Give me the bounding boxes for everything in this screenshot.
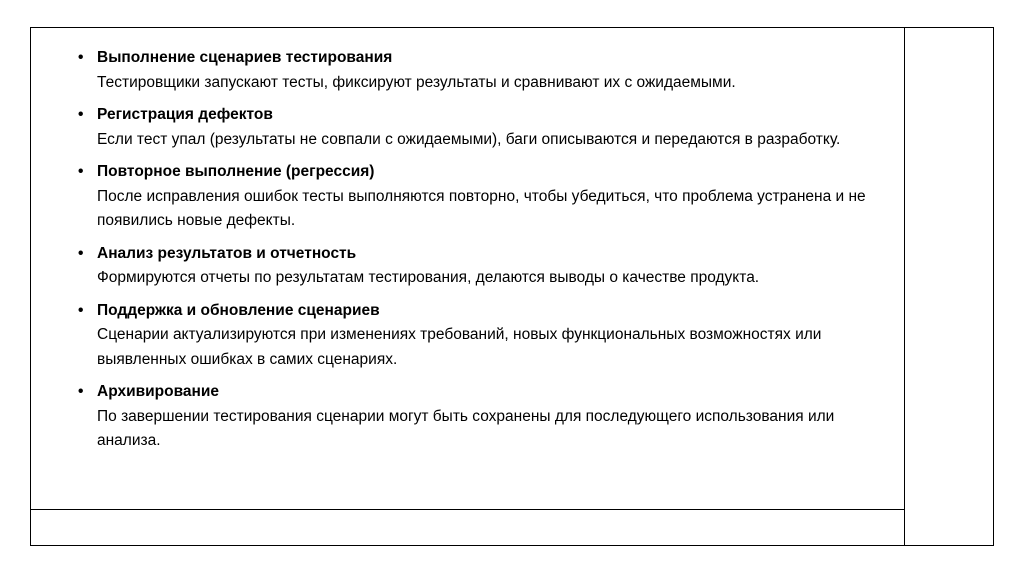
item-description: Формируются отчеты по результатам тестирования, делаются выводы о качестве продукта. xyxy=(97,269,760,286)
item-title: Регистрация дефектов xyxy=(97,106,273,123)
bullet-icon: • xyxy=(78,163,84,180)
item-title: Поддержка и обновление сценариев xyxy=(97,301,380,319)
item-title: Архивирование xyxy=(97,383,220,400)
item-description: По завершении тестирования сценарии могут быть сохранены для последующего использования или анализа. xyxy=(97,407,835,449)
bullet-icon: • xyxy=(78,383,84,400)
table-column-divider xyxy=(904,27,905,546)
item-title: Анализ результатов и отчетность xyxy=(97,244,357,262)
item-title: Выполнение сценариев тестирования xyxy=(97,49,393,66)
list-item xyxy=(71,46,891,95)
list-item xyxy=(71,380,891,454)
item-description: Сценарии актуализируются при изменениях требований, новых функциональных возможностях или выявленных ошибках в самих сценариях. xyxy=(97,326,822,368)
item-description: После исправления ошибок тесты выполняются повторно, чтобы убедиться, что проблема устранена и не появились новые дефекты. xyxy=(97,187,866,229)
table-row-divider xyxy=(30,509,905,510)
bullet-icon: • xyxy=(78,301,84,319)
bullet-icon: • xyxy=(78,49,84,66)
list-item xyxy=(71,103,891,152)
bullet-icon: • xyxy=(78,106,84,123)
list-item xyxy=(71,242,891,291)
item-title: Повторное выполнение (регрессия) xyxy=(97,163,375,180)
list-item xyxy=(71,160,891,234)
item-description: Тестировщики запускают тесты, фиксируют результаты и сравнивают их с ожидаемыми. xyxy=(97,73,736,91)
bullet-list xyxy=(71,46,891,462)
list-item xyxy=(71,299,891,373)
bullet-icon: • xyxy=(78,244,84,262)
item-description: Если тест упал (результаты не совпали с ожидаемыми), баги описываются и передаются в разработку. xyxy=(97,130,841,148)
